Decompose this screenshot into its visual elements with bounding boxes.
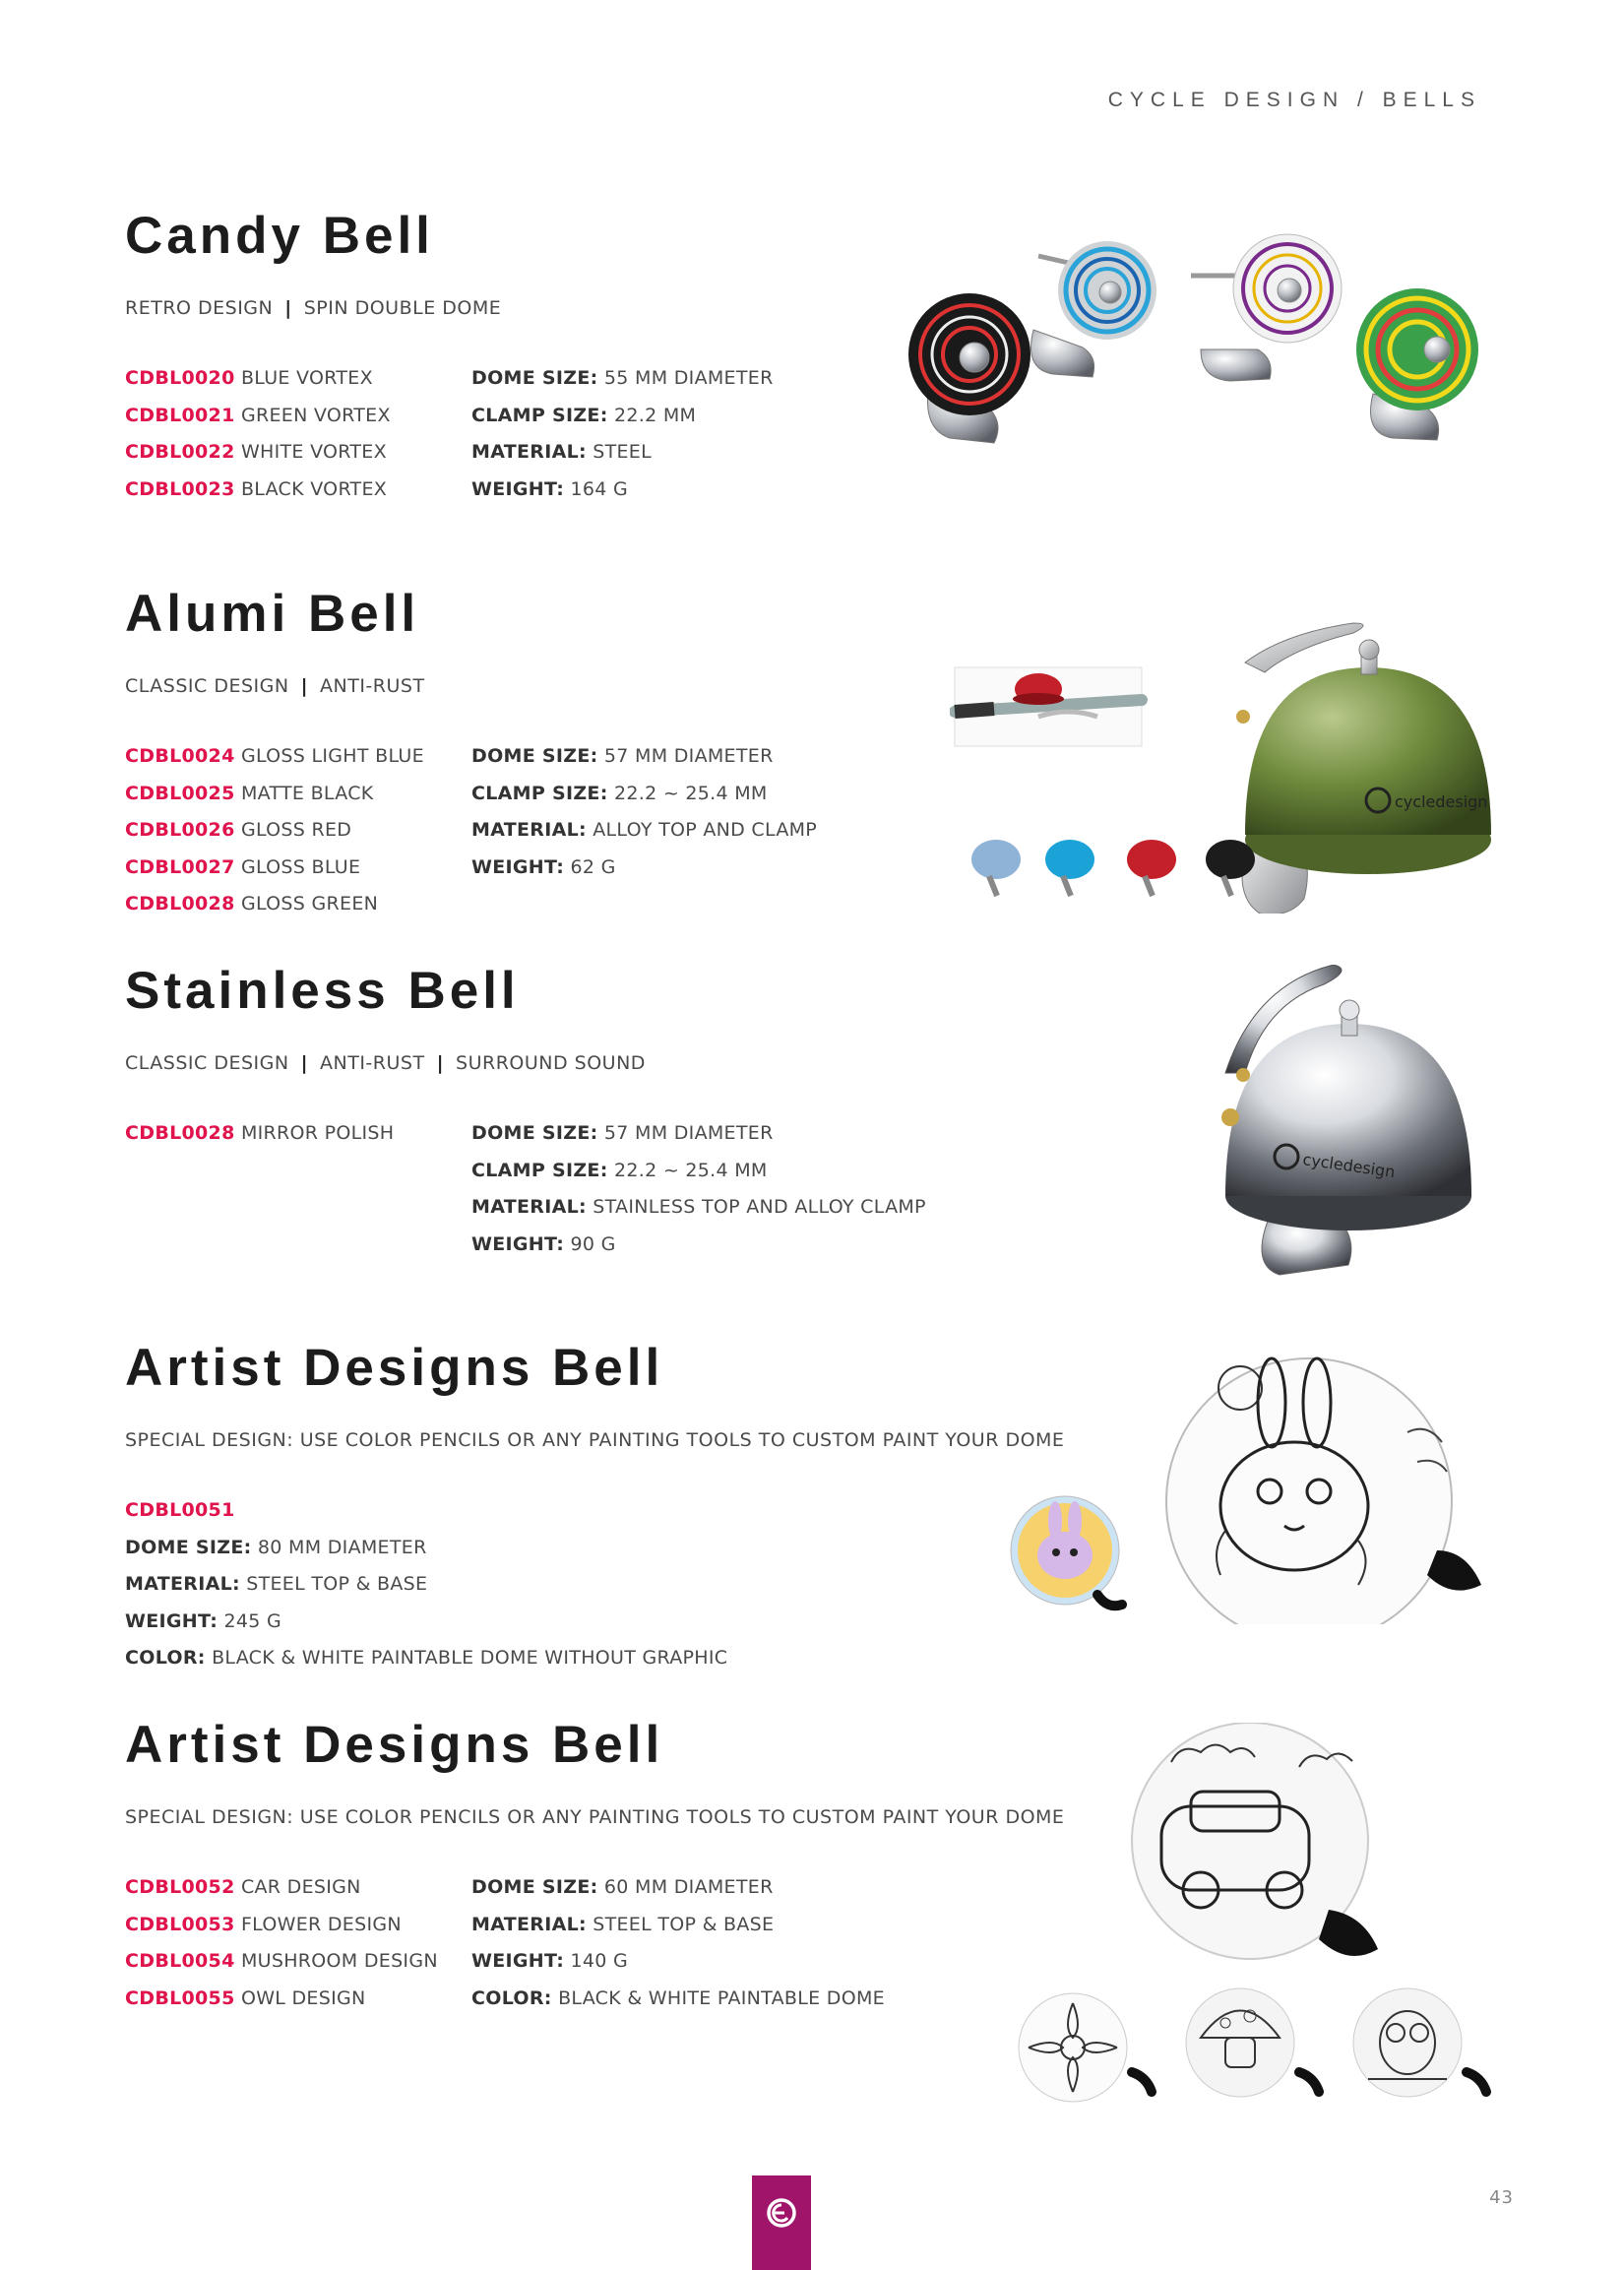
product-code-line: CDBL0026 GLOSS RED	[125, 819, 352, 841]
alumi-bell-tags: CLASSIC DESIGN | ANTI-RUST	[125, 675, 425, 697]
candy-bell-codes	[125, 360, 471, 508]
candy-bell-tags: RETRO DESIGN | SPIN DOUBLE DOME	[125, 297, 502, 319]
spec-line: WEIGHT: 164 G	[471, 477, 628, 500]
spec-line: MATERIAL: STEEL TOP & BASE	[125, 1573, 428, 1595]
product-code-line: CDBL0022 WHITE VORTEX	[125, 441, 387, 463]
artist-bell-80-section	[125, 1339, 1065, 1677]
stainless-bell-codes	[125, 1115, 471, 1263]
product-code-line: CDBL0024 GLOSS LIGHT BLUE	[125, 745, 424, 767]
product-code-line: CDBL0028 GLOSS GREEN	[125, 893, 379, 914]
product-code-line: CDBL0053 FLOWER DESIGN	[125, 1913, 402, 1935]
alumi-bell-section	[125, 585, 932, 923]
spec-line: DOME SIZE: 57 MM DIAMETER	[471, 745, 774, 767]
candy-bell-section	[125, 207, 932, 508]
cycledesign-logo-text: cycledesign	[1301, 1150, 1397, 1182]
spec-line: DOME SIZE: 60 MM DIAMETER	[471, 1876, 774, 1898]
artist-bell-60-title: Artist Designs Bell	[125, 1716, 664, 1774]
spec-line: DOME SIZE: 55 MM DIAMETER	[471, 367, 774, 389]
spec-line: DOME SIZE: 57 MM DIAMETER	[471, 1122, 774, 1144]
cycledesign-logo-text: cycledesign	[1395, 792, 1488, 811]
candy-bell-specs	[471, 360, 774, 508]
page-number: 43	[1489, 2187, 1514, 2208]
stainless-bell-title: Stainless Bell	[125, 962, 520, 1020]
product-code-line: CDBL0025 MATTE BLACK	[125, 782, 374, 804]
product-code-line: CDBL0054 MUSHROOM DESIGN	[125, 1950, 438, 1972]
spec-line: WEIGHT: 140 G	[471, 1950, 628, 1972]
product-code-line: CDBL0028 MIRROR POLISH	[125, 1122, 395, 1144]
candy-bell-title: Candy Bell	[125, 207, 434, 265]
stainless-bell-photo	[1206, 965, 1521, 1280]
artist-bell-80-tagline: SPECIAL DESIGN: USE COLOR PENCILS OR ANY PAINTING TOOLS TO CUSTOM PAINT YOUR DOME	[125, 1429, 1065, 1451]
artist-bell-60-photo	[1014, 1723, 1526, 2116]
product-code-line: CDBL0021 GREEN VORTEX	[125, 404, 391, 426]
spec-line: WEIGHT: 62 G	[471, 855, 616, 878]
spec-line: DOME SIZE: 80 MM DIAMETER	[125, 1536, 427, 1558]
product-code-line: CDBL0027 GLOSS BLUE	[125, 855, 361, 878]
footer-brand-tab	[752, 2175, 811, 2270]
product-code-line: CDBL0052 CAR DESIGN	[125, 1876, 361, 1898]
candy-bell-photo	[886, 212, 1496, 487]
breadcrumb: CYCLE DESIGN / BELLS	[1107, 89, 1481, 111]
spec-line: MATERIAL: STEEL TOP & BASE	[471, 1913, 775, 1935]
spec-line: COLOR: BLACK & WHITE PAINTABLE DOME WITHOUT GRAPHIC	[125, 1647, 728, 1669]
spec-line: CLAMP SIZE: 22.2 ~ 25.4 MM	[471, 1159, 768, 1181]
alumi-bell-codes	[125, 738, 471, 923]
spec-line: MATERIAL: ALLOY TOP AND CLAMP	[471, 819, 818, 841]
spec-line: MATERIAL: STAINLESS TOP AND ALLOY CLAMP	[471, 1196, 926, 1218]
spec-line: CLAMP SIZE: 22.2 MM	[471, 404, 697, 426]
alumi-bell-specs	[471, 738, 817, 923]
product-code-line: CDBL0023 BLACK VORTEX	[125, 477, 388, 500]
spec-line: CLAMP SIZE: 22.2 ~ 25.4 MM	[471, 782, 768, 804]
artist-bell-60-tagline: SPECIAL DESIGN: USE COLOR PENCILS OR ANY PAINTING TOOLS TO CUSTOM PAINT YOUR DOME	[125, 1806, 1065, 1828]
alumi-bell-title: Alumi Bell	[125, 585, 420, 643]
alumi-bell-photo	[950, 589, 1501, 914]
spec-line: COLOR: BLACK & WHITE PAINTABLE DOME	[471, 1986, 885, 2009]
spec-line: MATERIAL: STEEL	[471, 441, 652, 463]
artist-bell-60-section	[125, 1716, 1065, 2017]
cycledesign-logo-icon	[752, 2183, 811, 2242]
artist-bell-80-title: Artist Designs Bell	[125, 1339, 664, 1397]
spec-line: WEIGHT: 245 G	[125, 1609, 281, 1632]
stainless-bell-specs	[471, 1115, 926, 1263]
stainless-bell-section	[125, 962, 932, 1263]
spec-line: WEIGHT: 90 G	[471, 1232, 616, 1255]
artist-bell-80-photo	[994, 1344, 1516, 1624]
product-code-line: CDBL0055 OWL DESIGN	[125, 1986, 366, 2009]
artist-bell-60-specs	[471, 1869, 885, 2017]
stainless-bell-tags: CLASSIC DESIGN | ANTI-RUST | SURROUND SOUND	[125, 1052, 646, 1074]
product-code-line: CDBL0020 BLUE VORTEX	[125, 367, 373, 389]
artist-bell-60-codes	[125, 1869, 471, 2017]
product-code-line: CDBL0051	[125, 1499, 235, 1521]
